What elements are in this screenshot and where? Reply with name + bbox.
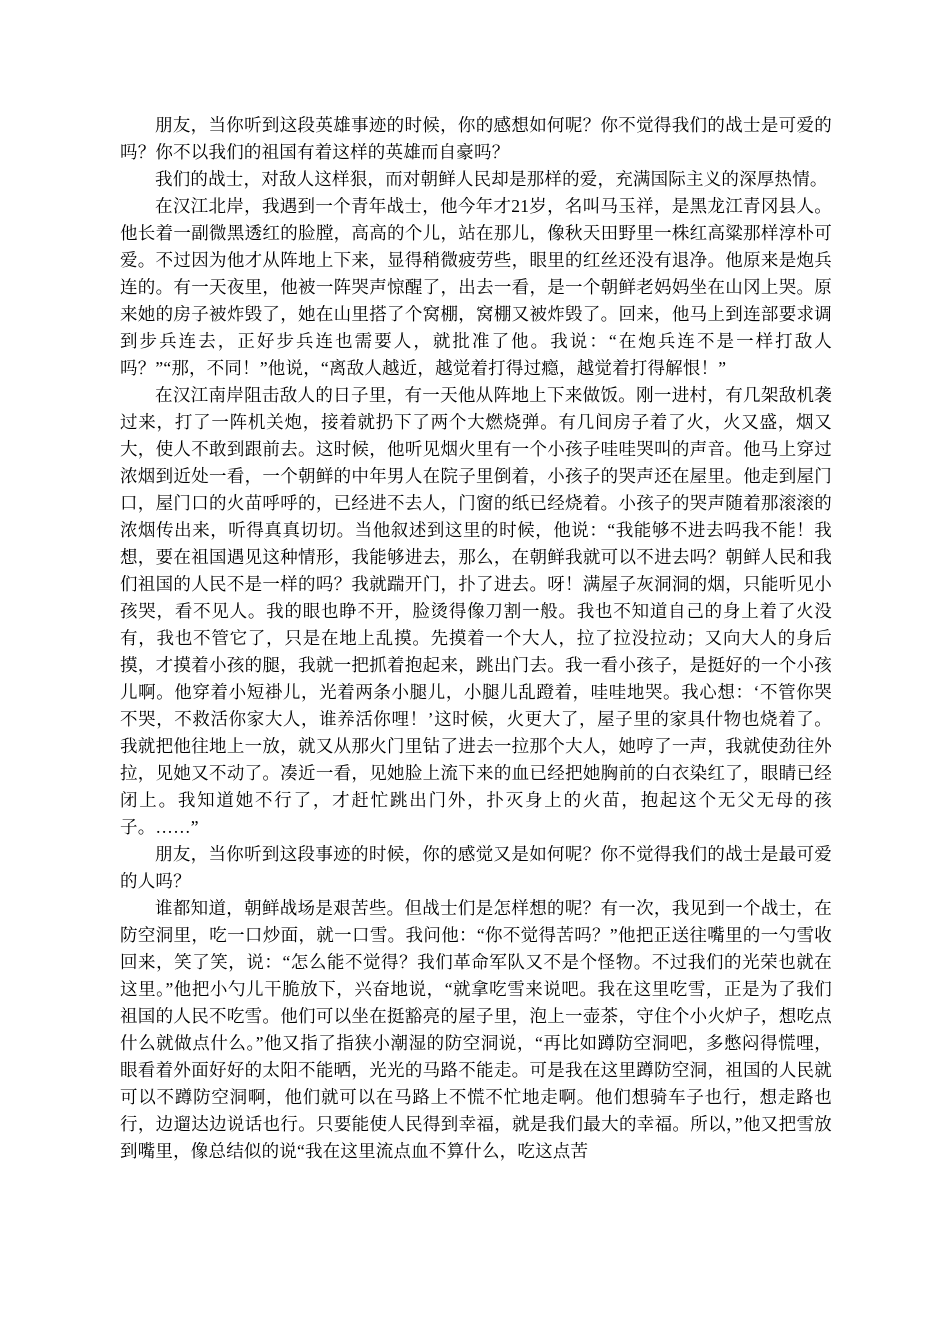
paragraph: 朋友，当你听到这段事迹的时候，你的感觉又是如何呢？你不觉得我们的战士是最可爱的人吗？ [120, 844, 832, 891]
paragraph: 在汉江南岸阻击敌人的日子里，有一天他从阵地上下来做饭。刚一进村，有几架敌机袭过来，打了一阵机关炮，接着就扔下了两个大燃烧弹。有几间房子着了火，火又盛，烟又大，使人不敢到跟前去。这时候，他听见烟火里有一个小孩子哇哇哭叫的声音。他马上穿过浓烟到近处一看，一个朝鲜的中年男人在院子里倒着，小孩子的哭声还在屋里。他走到屋门口，屋门口的火苗呼呼的，已经进不去人，门窗的纸已经烧着。小孩子的哭声随着那滚滚的浓烟传出来，听得真真切切。当他叙述到这里的时候，他说：“我能够不进去吗我不能！我想，要在祖国遇见这种情形，我能够进去，那么，在朝鲜我就可以不进去吗？朝鲜人民和我们祖国的人民不是一样的吗？我就踹开门，扑了进去。呀！满屋子灰洞洞的烟，只能听见小孩哭，看不见人。我的眼也睁不开，脸烫得像刀割一般。我也不知道自己的身上着了火没有，我也不管它了，只是在地上乱摸。先摸着一个大人，拉了拉没拉动；又向大人的身后摸，才摸着小孩的腿，我就一把抓着抱起来，跳出门去。我一看小孩子，是挺好的一个小孩儿啊。他穿着小短褂儿，光着两条小腿儿，小腿儿乱蹬着，哇哇地哭。我心想：‘不管你哭不哭，不救活你家大人，谁养活你哩！’这时候，火更大了，屋子里的家具什物也烧着了。我就把他往地上一放，就又从那火门里钻了进去一拉那个大人，她哼了一声，我就使劲往外拉，见她又不动了。凑近一看，见她脸上流下来的血已经把她胸前的白衣染红了，眼睛已经闭上。我知道她不行了，才赶忙跳出门外，扑灭身上的火苗，抱起这个无父无母的孩子。……” [120, 385, 832, 837]
paragraph-container [120, 112, 832, 1165]
paragraph: 谁都知道，朝鲜战场是艰苦些。但战士们是怎样想的呢？有一次，我见到一个战士，在防空洞里，吃一口炒面，就一口雪。我问他：“你不觉得苦吗？”他把正送往嘴里的一勺雪收回来，笑了笑，说：“怎么能不觉得？我们革命军队又不是个怪物。不过我们的光荣也就在这里。”他把小勺儿干脆放下，兴奋地说，“就拿吃雪来说吧。我在这里吃雪，正是为了我们祖国的人民不吃雪。他们可以坐在挺豁亮的屋子里，泡上一壶茶，守住个小火炉子，想吃点什么就做点什么。”他又指了指狭小潮湿的防空洞说，“再比如蹲防空洞吧，多憋闷得慌哩，眼看着外面好好的太阳不能晒，光光的马路不能走。可是我在这里蹲防空洞，祖国的人民就可以不蹲防空洞啊，他们就可以在马路上不慌不忙地走啊。他们想骑车子也行，想走路也行，边遛达边说话也行。只要能使人民得到幸福，就是我们最大的幸福。所以，”他又把雪放到嘴里，像总结似的说“我在这里流点血不算什么，吃这点苦 [120, 898, 832, 1161]
paragraph: 在汉江北岸，我遇到一个青年战士，他今年才21岁，名叫马玉祥，是黑龙江青冈县人。他长着一副微黑透红的脸膛，高高的个儿，站在那儿，像秋天田野里一株红高粱那样淳朴可爱。不过因为他才从阵地上下来，显得稍微疲劳些，眼里的红丝还没有退净。他原来是炮兵连的。有一天夜里，他被一阵哭声惊醒了，出去一看，是一个朝鲜老妈妈坐在山冈上哭。原来她的房子被炸毁了，她在山里搭了个窝棚，窝棚又被炸毁了。回来，他马上到连部要求调到步兵连去，正好步兵连也需要人，就批准了他。我说：“在炮兵连不是一样打敌人吗？”“那，不同！”他说，“离敌人越近，越觉着打得过瘾，越觉着打得解恨！” [120, 196, 832, 378]
paragraph: 我们的战士，对敌人这样狠，而对朝鲜人民却是那样的爱，充满国际主义的深厚热情。 [155, 169, 828, 189]
paragraph: 朋友，当你听到这段英雄事迹的时候，你的感想如何呢？你不觉得我们的战士是可爱的吗？你不以我们的祖国有着这样的英雄而自豪吗？ [120, 115, 832, 162]
